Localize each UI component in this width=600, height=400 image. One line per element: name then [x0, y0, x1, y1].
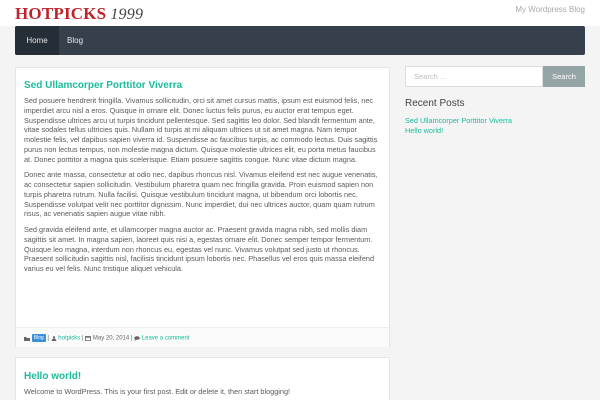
recent-posts-list [405, 116, 512, 136]
logo-year: 1999 [110, 6, 144, 23]
post-title[interactable]: Hello world! [24, 371, 82, 382]
nav-item-home[interactable]: Home [15, 26, 59, 55]
recent-post-link[interactable]: Sed Ullamcorper Porttitor Viverra [405, 116, 512, 125]
post-card [15, 67, 390, 347]
post-date: May 20, 2014 [92, 335, 130, 342]
post-title[interactable]: Sed Ullamcorper Porttitor Viverra [24, 80, 183, 91]
recent-posts-title: Recent Posts [405, 98, 465, 109]
post-content [24, 96, 384, 280]
folder-icon [24, 336, 30, 341]
post-paragraph: Sed gravida eleifend ante, et ullamcorper magna auctor ac. Praesent gravida magna nibh, sed mollis diam sagittis sit amet. In magna sapien, laoreet quis nisi a, egestas ornare elit. Donec semper tempor fermentum. Quisque leo magna, interdum non rhoncus eu, egestas vel nunc. Vivamus volutpat sed justo ut rhoncus. Praesent sollicitudin sagittis nisl, facilisis tincidunt ipsum lobortis nec. Phasellus vel eros quis massa eleifend varius eu vel felis. Nunc tristique aliquet vehicula. [24, 225, 375, 273]
post-paragraph: Donec ante massa, consectetur at odio nec, dapibus rhoncus nisl. Vivamus eleifend est nec augue venenatis, ac consectetur sapien sollicitudin. Vestibulum pharetra quam nec fringilla gravida. Proin euismod sapien non turpis pharetra rutrum. Nulla facilisi. Quisque vestibulum tincidunt magna, ut bibendum orci lobortis nec. Suspendisse volutpat velit nec porttitor dignissim. Nunc imperdiet, dui nec ultrices auctor, quam quam rutrum risus, ac venenatis sapien augue vitae nibh. [24, 170, 378, 219]
recent-post-link[interactable]: Hello world! [405, 126, 444, 135]
search-button[interactable]: Search [543, 66, 585, 87]
site-logo[interactable] [15, 4, 143, 24]
user-icon [51, 336, 57, 341]
post-content: Welcome to WordPress. This is your first post. Edit or delete it, then start blogging! [24, 387, 291, 396]
calendar-icon [85, 336, 91, 341]
post-paragraph: Sed posuere hendrerit fringilla. Vivamus sollicitudin, orci sit amet cursus mattis, ipsum est euismod felis, nec imperdiet arcu nisl a eros. Quisque in ornare elit. Donec luctus felis purus, eu auctor erat tempus eget. Suspendisse ultrices arcu ut turpis tincidunt pellentesque. Sed sagittis leo dolor. Sed blandit fermentum ante, vitae sodales tellus ultricies quis. Nullam id turpis at mi aliquam ultrices ut sit amet magna. Nam tempor molestie felis, vel dapibus sapien viverra id. Suspendisse ac faucibus turpis, ac commodo lectus. Duis sagittis purus non lectus tempus, non molestie magna dictum. Quisque molestie ultrices elit, eu porta metus faucibus at. Donec porttitor a magna quis scelerisque. Etiam posuere sagittis congue. Nunc vitae dictum magna. [24, 96, 378, 164]
leave-comment-link[interactable]: Leave a comment [141, 335, 190, 342]
post-card [15, 357, 390, 400]
search-input[interactable] [405, 66, 543, 87]
site-header [0, 0, 600, 26]
comment-icon [134, 336, 140, 341]
post-author-link[interactable]: hotpicks [58, 335, 81, 342]
nav-item-blog[interactable]: Blog [67, 36, 84, 45]
logo-text: HOTPICKS [15, 4, 107, 23]
category-tag[interactable]: Blog [33, 335, 44, 341]
site-description: My Wordpress Blog [515, 5, 585, 14]
post-meta: Blog | hotpicks | May 20, 2014 | Leave a comment [16, 327, 389, 347]
main-nav [15, 26, 585, 55]
